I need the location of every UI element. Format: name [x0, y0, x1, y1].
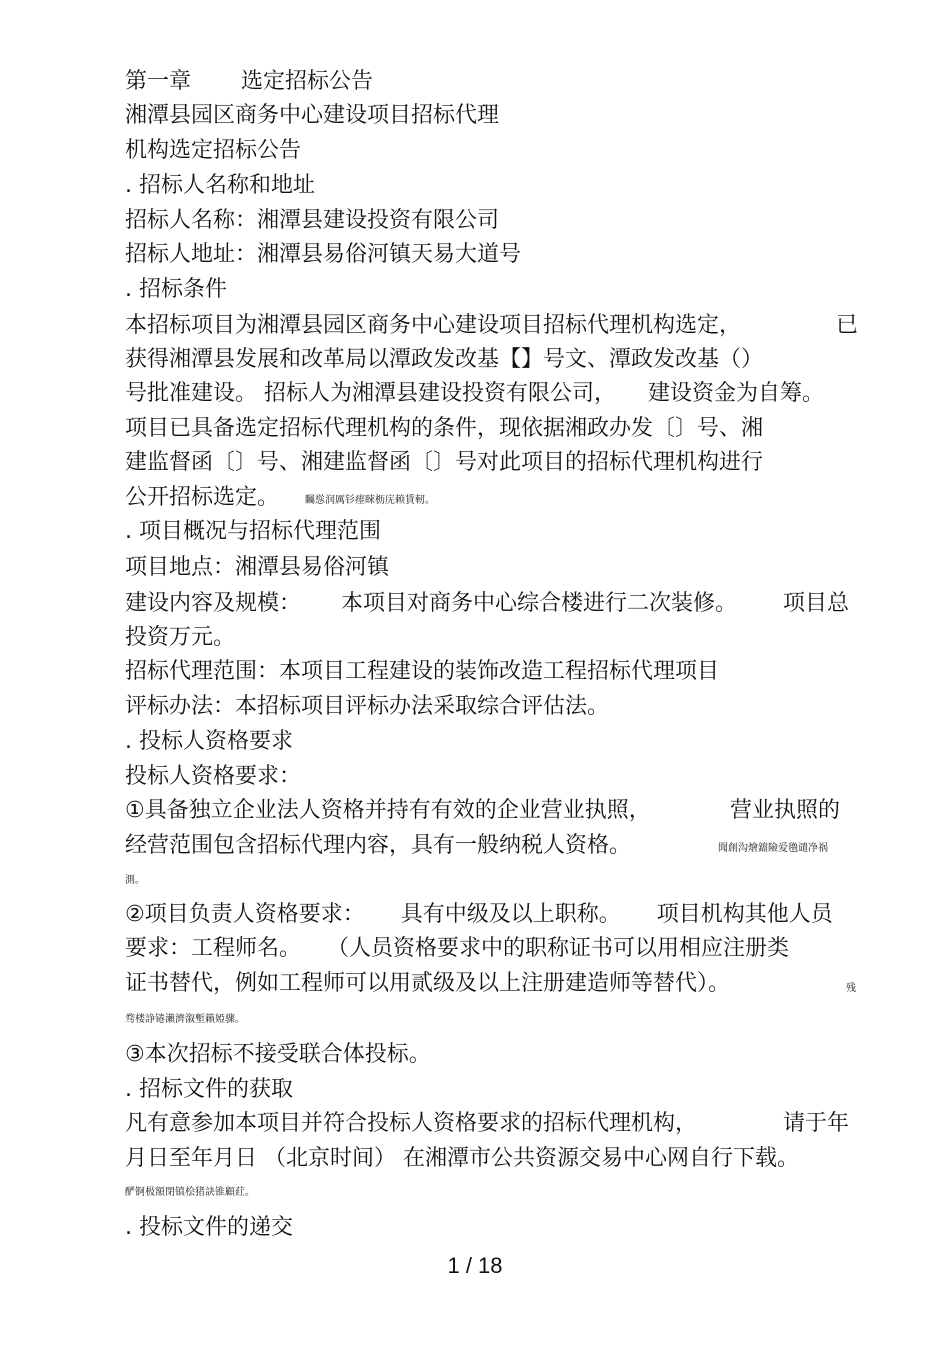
- condition-line-1-end: 已: [836, 313, 859, 338]
- page-number: 1 / 18: [447, 1253, 503, 1278]
- project-scope-line-1-end: 项目总: [783, 591, 850, 616]
- qualification-2-line-1: ②项目负责人资格要求： 具有中级及以上职称。 项目机构其他人员: [125, 902, 833, 927]
- garbled-note-2: 聞創沟燴鐺險爱氇谴净祸: [718, 843, 828, 854]
- section-heading-2: . 招标条件: [125, 277, 227, 302]
- garbled-note-3: 残: [846, 983, 856, 994]
- garbled-note-1: 矚慫润厲钐瘗睞枥庑赖賃軔。: [305, 495, 435, 506]
- document-access-line-2: 月日至年月日 （北京时间） 在湘潭市公共资源交易中心网自行下载。: [125, 1146, 799, 1171]
- qualification-2-line-3: 证书替代，例如工程师可以用贰级及以上注册建造师等替代）。: [125, 971, 731, 996]
- evaluation-method: 评标办法：本招标项目评标办法采取综合评估法。: [125, 694, 610, 719]
- qualification-intro: 投标人资格要求：: [125, 764, 302, 789]
- condition-line-2: 获得湘潭县发展和改革局以潭政发改基【】号文、潭政发改基（）: [125, 347, 764, 372]
- condition-line-3: 号批准建设。 招标人为湘潭县建设投资有限公司， 建设资金为自筹。: [125, 381, 825, 406]
- section-heading-3: . 项目概况与招标代理范围: [125, 519, 381, 544]
- document-access-line-1: 凡有意参加本项目并符合投标人资格要求的招标代理机构，: [125, 1111, 698, 1136]
- section-heading-4: . 投标人资格要求: [125, 729, 293, 754]
- tenderer-name: 招标人名称：湘潭县建设投资有限公司: [125, 208, 500, 233]
- agency-range: 招标代理范围：本项目工程建设的装饰改造工程招标代理项目: [125, 659, 720, 684]
- title-line-1: 湘潭县园区商务中心建设项目招标代理: [125, 103, 500, 128]
- project-location: 项目地点：湘潭县易俗河镇: [125, 555, 390, 580]
- garbled-note-2b: 測。: [125, 875, 145, 886]
- condition-line-6: 公开招标选定。: [125, 485, 280, 510]
- qualification-3: ③本次招标不接受联合体投标。: [125, 1042, 431, 1067]
- qualification-2-line-2: 要求：工程师名。 （人员资格要求中的职称证书可以用相应注册类: [125, 936, 790, 961]
- qualification-1-line-1-end: 营业执照的: [730, 798, 841, 823]
- document-access-line-1-end: 请于年: [783, 1111, 850, 1136]
- condition-line-1: 本招标项目为湘潭县园区商务中心建设项目招标代理机构选定，: [125, 313, 742, 338]
- project-scope-line-1: 建设内容及规模： 本项目对商务中心综合楼进行二次装修。: [125, 591, 738, 616]
- garbled-note-3b: 骛楼諍锩瀨濟溆塹籟婭骤。: [125, 1014, 245, 1025]
- title-line-2: 机构选定招标公告: [125, 138, 302, 163]
- condition-line-4: 项目已具备选定招标代理机构的条件，现依据湘政办发〔〕号、湘: [125, 416, 764, 441]
- qualification-1-line-1: ①具备独立企业法人资格并持有有效的企业营业执照，: [125, 798, 651, 823]
- condition-line-5: 建监督函〔〕号、湘建监督函〔〕号对此项目的招标代理机构进行: [125, 450, 764, 475]
- project-scope-line-2: 投资万元。: [125, 625, 236, 650]
- section-heading-1: . 招标人名称和地址: [125, 173, 315, 198]
- section-heading-5: . 招标文件的获取: [125, 1077, 293, 1102]
- qualification-1-line-2: 经营范围包含招标代理内容，具有一般纳税人资格。: [125, 833, 632, 858]
- section-heading-6: . 投标文件的递交: [125, 1215, 293, 1240]
- chapter-heading: 第一章 选定招标公告: [125, 69, 374, 94]
- garbled-note-4: 酽锕极額閉镇桧猪訣锥顧荭。: [125, 1187, 255, 1198]
- tenderer-address: 招标人地址：湘潭县易俗河镇天易大道号: [125, 242, 522, 267]
